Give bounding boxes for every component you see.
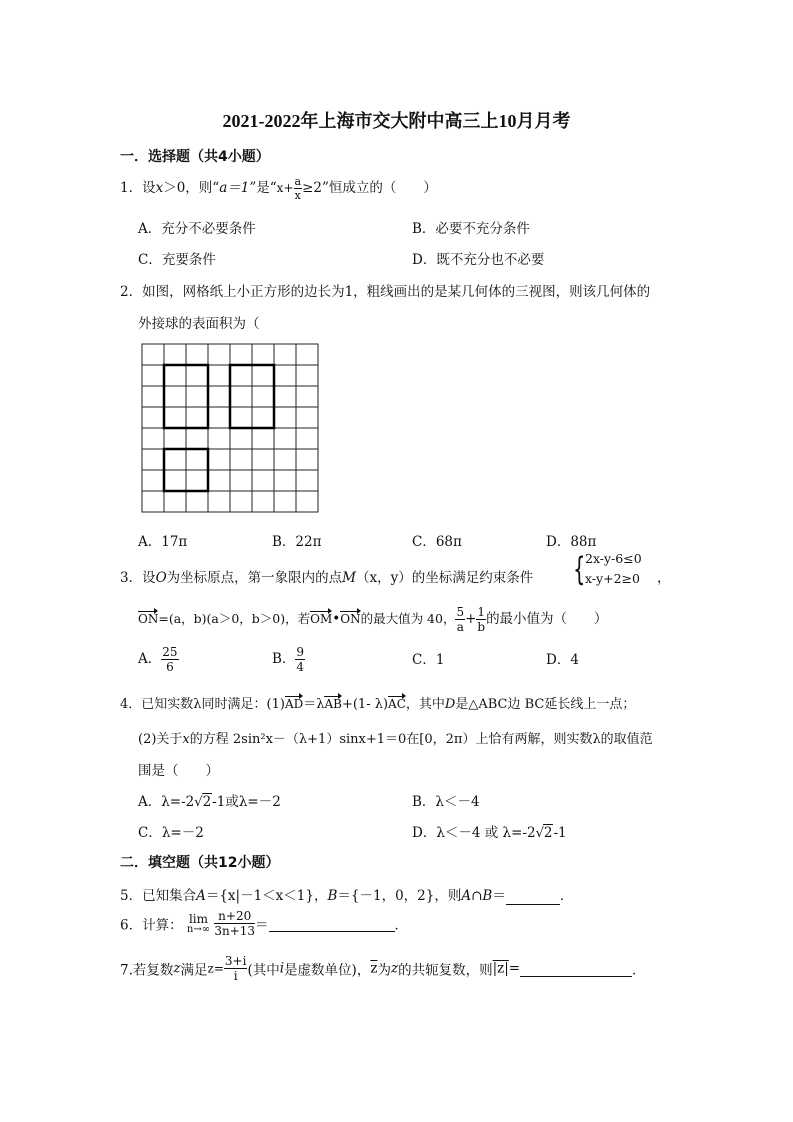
q1-option-a[interactable]: A．充分不必要条件 (138, 221, 256, 237)
section-heading-choice: 一．选择题（共4小题） (120, 149, 270, 165)
q2-option-c[interactable]: C．68π (412, 534, 462, 550)
q6-answer-blank[interactable] (269, 915, 395, 932)
question-1: 1．设x＞0，则“a＝1”是“x+ $\frac{a}{x}$ ≥2”恒成立的（ ） (120, 175, 437, 202)
question-4-line2: (2)关于x的方程 2sin²x－（λ+1）sinx+1＝0在[0，2π）上恰有两解，则实数λ的取值范 (138, 732, 653, 747)
q3-option-b[interactable]: B． $\frac{9}{4}$ (272, 645, 305, 674)
q1-option-b[interactable]: B．必要不充分条件 (412, 221, 530, 237)
question-4-line1: 4．已知实数λ同时满足：(1)AD＝λAB+(1- λ)AC，其中D是△ABC边 BC延长线上一点； (120, 697, 636, 712)
q4-option-d[interactable]: D．λ＜－4 或 λ=-2√2-1 (412, 825, 567, 841)
question-3-line1: 3．设O为坐标原点，第一象限内的点M（x，y）的坐标满足约束条件 (120, 570, 534, 586)
q5-answer-blank[interactable] (506, 888, 560, 905)
q2-option-b[interactable]: B．22π (272, 534, 322, 550)
q2-option-d[interactable]: D．88π (546, 534, 597, 550)
constraint-1: 2x-y-6≤0 (585, 551, 642, 566)
q4-option-a[interactable]: A．λ=-2√2-1或λ=－2 (138, 794, 281, 810)
q3-option-c[interactable]: C．1 (412, 652, 445, 668)
question-6: 6．计算： lim n→∞ $\frac{n+20}{3n+13}$ ＝ ． (120, 909, 409, 938)
page-title: 2021-2022年上海市交大附中高三上10月月考 (222, 111, 571, 131)
q4-option-b[interactable]: B．λ＜－4 (412, 794, 480, 810)
q2-option-a[interactable]: A．17π (138, 534, 188, 550)
q3-option-d[interactable]: D．4 (546, 652, 579, 668)
question-7: 7.若复数z满足z= $\frac{3+i}{i}$ (其中i是虚数单位)，$\overline{z}$为z的共轭复数，则|z|= ． (120, 954, 646, 983)
q4-option-c[interactable]: C．λ=－2 (138, 825, 204, 841)
question-2-line2: 外接球的表面积为（ (138, 316, 260, 332)
section-heading-fill: 二．填空题（共12小题） (120, 855, 280, 871)
question-5: 5．已知集合A＝{x|－1＜x＜1}，B＝{－1，0，2}，则A∩B＝ ． (120, 888, 574, 904)
q3-option-a[interactable]: A． $\frac{25}{6}$ (138, 645, 178, 674)
q1-option-d[interactable]: D．既不充分也不必要 (412, 252, 545, 268)
constraint-2: x-y+2≥0 (585, 571, 640, 586)
three-view-grid-figure (141, 343, 320, 514)
q7-answer-blank[interactable] (520, 960, 632, 977)
constraint-system: { 2x-y-6≤0 x-y+2≥0 ， (573, 550, 671, 588)
question-4-line3: 围是（ ） (138, 763, 219, 779)
question-3-line2: ON=(a，b)(a＞0，b＞0)，若OM•ON的最大值为 40， $\frac{5}{a}$ + $\frac{1}{b}$ 的最小值为（ ） (138, 605, 608, 634)
question-2-line1: 2．如图，网格纸上小正方形的边长为1，粗线画出的是某几何体的三视图，则该几何体的 (120, 284, 651, 300)
q1-option-c[interactable]: C．充要条件 (138, 252, 216, 268)
